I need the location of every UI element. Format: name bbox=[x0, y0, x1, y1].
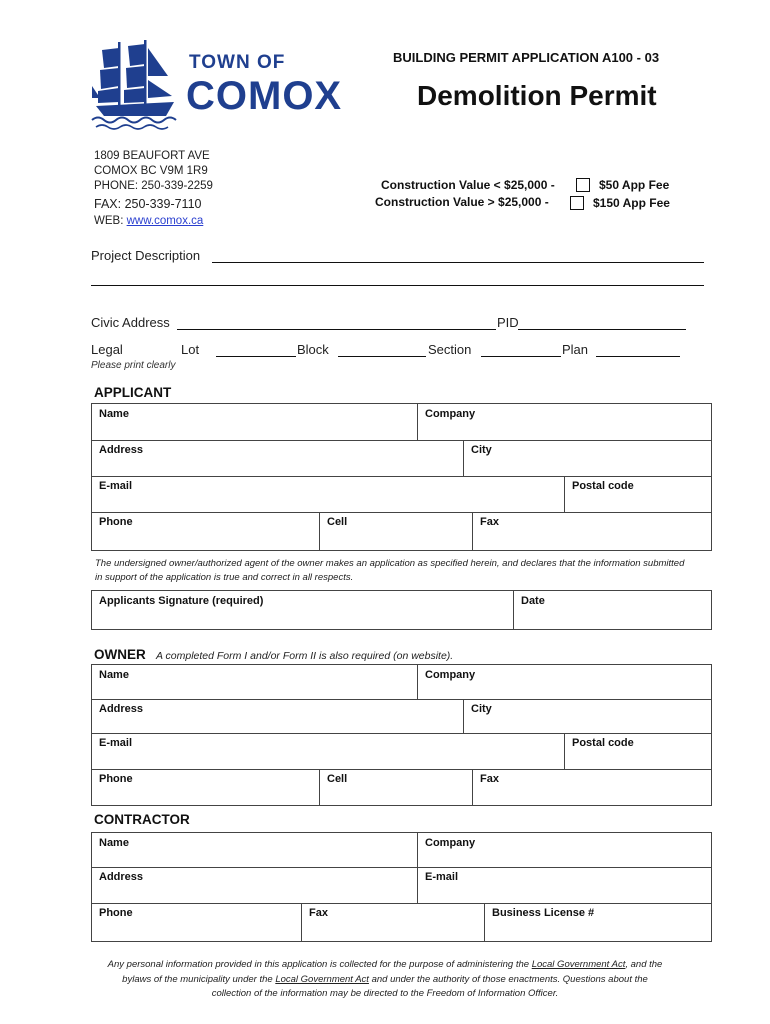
plan-line[interactable] bbox=[596, 356, 680, 357]
owner-email-field[interactable] bbox=[92, 733, 564, 769]
owner-phone-field[interactable] bbox=[92, 769, 319, 806]
contractor-fax-label: Fax bbox=[309, 907, 328, 919]
plan-label: Plan bbox=[562, 342, 589, 357]
applicant-date-label: Date bbox=[521, 595, 545, 607]
applicant-postal-field[interactable] bbox=[565, 476, 712, 512]
declaration-text bbox=[95, 557, 715, 585]
contractor-section-title: CONTRACTOR bbox=[94, 812, 190, 827]
project-description-label: Project Description bbox=[91, 248, 201, 263]
owner-name-field[interactable] bbox=[92, 665, 417, 699]
pid-label: PID bbox=[497, 315, 519, 330]
privacy-text-5: collection of the information may be directed to the Freedom of Information Officer. bbox=[211, 988, 559, 999]
privacy-text-2: , and the bbox=[625, 959, 663, 970]
privacy-text-3: bylaws of the municipality under the bbox=[122, 973, 276, 985]
applicant-postal-label: Postal code bbox=[572, 480, 634, 492]
contractor-address-label: Address bbox=[99, 871, 144, 883]
address-street: 1809 BEAUFORT AVE bbox=[94, 150, 210, 162]
local-government-act-ref-2: Local Government Act bbox=[275, 973, 369, 985]
owner-phone-label: Phone bbox=[99, 773, 133, 785]
owner-note: A completed Form I and/or Form II is also required (on website). bbox=[156, 650, 454, 662]
owner-city-label: City bbox=[471, 703, 492, 715]
comox-ship-logo bbox=[88, 36, 183, 134]
applicant-fax-label: Fax bbox=[480, 516, 499, 528]
contractor-name-field[interactable] bbox=[92, 833, 417, 867]
owner-postal-field[interactable] bbox=[565, 733, 712, 769]
owner-cell-label: Cell bbox=[327, 773, 348, 785]
applicant-address-field[interactable] bbox=[92, 440, 463, 476]
fee-label-low: Construction Value < $25,000 - bbox=[381, 178, 555, 192]
address-web bbox=[94, 215, 203, 227]
applicant-phone-field[interactable] bbox=[92, 512, 319, 551]
page-title: Demolition Permit bbox=[417, 80, 657, 111]
contractor-grid bbox=[91, 832, 712, 942]
owner-section-title: OWNER bbox=[94, 647, 146, 662]
contractor-address-field[interactable] bbox=[92, 867, 417, 903]
web-label: WEB: bbox=[94, 215, 127, 227]
print-hint: Please print clearly bbox=[91, 360, 176, 371]
applicant-company-label: Company bbox=[425, 408, 476, 420]
applicant-name-field[interactable] bbox=[92, 404, 417, 440]
block-label: Block bbox=[297, 342, 329, 357]
owner-email-label: E-mail bbox=[99, 737, 133, 749]
lot-line[interactable] bbox=[216, 356, 296, 357]
address-phone: PHONE: 250-339-2259 bbox=[94, 180, 213, 192]
applicant-phone-label: Phone bbox=[99, 516, 133, 528]
section-label: Section bbox=[428, 342, 472, 357]
owner-company-label: Company bbox=[425, 669, 476, 681]
applicant-signature-label: Applicants Signature (required) bbox=[99, 595, 264, 607]
contractor-company-label: Company bbox=[425, 837, 476, 849]
applicant-city-label: City bbox=[471, 444, 492, 456]
logo-town-of: TOWN OF bbox=[189, 52, 286, 73]
owner-grid bbox=[91, 664, 712, 806]
address-fax: FAX: 250-339-7110 bbox=[94, 197, 202, 211]
local-government-act-ref-1: Local Government Act bbox=[531, 959, 626, 970]
applicant-cell-field[interactable] bbox=[320, 512, 472, 551]
contractor-license-field[interactable] bbox=[485, 903, 712, 942]
applicant-grid bbox=[91, 403, 712, 551]
block-line[interactable] bbox=[338, 356, 426, 357]
fee-checkbox-high[interactable] bbox=[570, 196, 584, 210]
contractor-email-field[interactable] bbox=[418, 867, 712, 903]
fee-amount-high: $150 App Fee bbox=[593, 196, 670, 210]
applicant-date-field[interactable] bbox=[514, 591, 712, 630]
fee-label-high: Construction Value > $25,000 - bbox=[375, 195, 549, 209]
owner-company-field[interactable] bbox=[418, 665, 712, 699]
civic-address-label: Civic Address bbox=[91, 315, 170, 330]
applicant-email-label: E-mail bbox=[99, 480, 133, 492]
address-city: COMOX BC V9M 1R9 bbox=[94, 165, 208, 177]
form-code: BUILDING PERMIT APPLICATION A100 - 03 bbox=[393, 50, 660, 65]
applicant-city-field[interactable] bbox=[464, 440, 712, 476]
contractor-fax-field[interactable] bbox=[302, 903, 484, 942]
project-description-line-1[interactable] bbox=[212, 262, 704, 263]
owner-fax-field[interactable] bbox=[473, 769, 712, 806]
applicant-fax-field[interactable] bbox=[473, 512, 712, 551]
owner-cell-field[interactable] bbox=[320, 769, 472, 806]
contractor-name-label: Name bbox=[99, 837, 129, 849]
privacy-notice bbox=[90, 958, 680, 1002]
contractor-phone-field[interactable] bbox=[92, 903, 301, 942]
applicant-address-label: Address bbox=[99, 444, 144, 456]
contractor-email-label: E-mail bbox=[425, 871, 459, 883]
declaration-line-2: in support of the application is true and correct in all respects. bbox=[95, 572, 354, 583]
signature-grid bbox=[91, 590, 712, 630]
applicant-cell-label: Cell bbox=[327, 516, 348, 528]
owner-address-label: Address bbox=[99, 703, 144, 715]
civic-address-line[interactable] bbox=[177, 329, 496, 330]
privacy-text-1: Any personal information provided in this application is collected for the purpose of administering the bbox=[107, 959, 532, 970]
lot-label: Lot bbox=[181, 342, 200, 357]
privacy-text-4: and under the authority of those enactments. Questions about the bbox=[368, 973, 648, 985]
declaration-line-1: The undersigned owner/authorized agent of the owner makes an application as specified herein, and declares that the information submitted bbox=[95, 558, 685, 569]
pid-line[interactable] bbox=[518, 329, 686, 330]
legal-label: Legal bbox=[91, 342, 123, 357]
contractor-license-label: Business License # bbox=[492, 907, 595, 919]
contractor-phone-label: Phone bbox=[99, 907, 133, 919]
applicant-email-field[interactable] bbox=[92, 476, 564, 512]
contractor-company-field[interactable] bbox=[418, 833, 712, 867]
fee-checkbox-low[interactable] bbox=[576, 178, 590, 192]
web-link[interactable]: www.comox.ca bbox=[126, 215, 204, 227]
owner-city-field[interactable] bbox=[464, 699, 712, 733]
applicant-company-field[interactable] bbox=[418, 404, 712, 440]
logo-comox: COMOX bbox=[186, 74, 343, 118]
applicant-section-title: APPLICANT bbox=[94, 385, 172, 400]
applicant-name-label: Name bbox=[99, 408, 129, 420]
owner-fax-label: Fax bbox=[480, 773, 499, 785]
fee-amount-low: $50 App Fee bbox=[599, 178, 670, 192]
applicant-signature-field[interactable] bbox=[92, 591, 513, 630]
owner-name-label: Name bbox=[99, 669, 129, 681]
section-line[interactable] bbox=[481, 356, 561, 357]
owner-postal-label: Postal code bbox=[572, 737, 634, 749]
owner-address-field[interactable] bbox=[92, 699, 463, 733]
project-description-line-2[interactable] bbox=[91, 285, 704, 286]
